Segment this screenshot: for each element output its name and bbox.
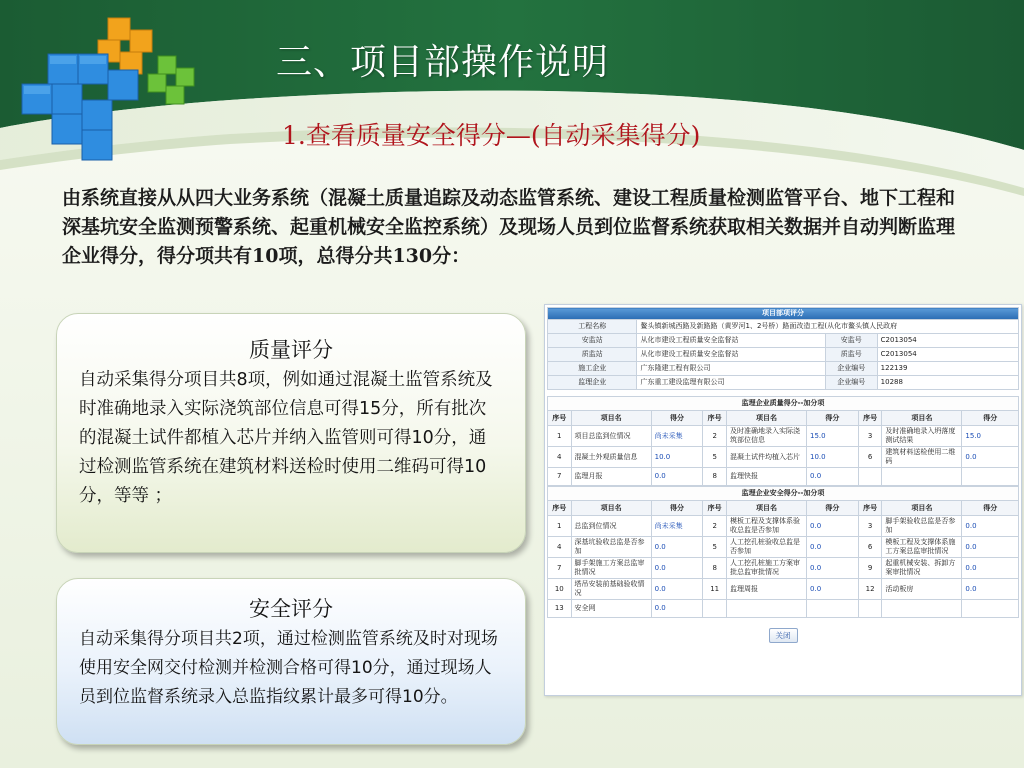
item-score: 尚未采集 bbox=[651, 426, 703, 447]
info-label: 施工企业 bbox=[548, 362, 637, 376]
safety-card-title: 安全评分 bbox=[249, 597, 333, 621]
column-header: 得分 bbox=[651, 411, 703, 426]
column-header: 得分 bbox=[962, 501, 1019, 516]
column-header: 项目名 bbox=[882, 411, 962, 426]
item-name: 安全网 bbox=[571, 600, 651, 618]
info-label: 工程名称 bbox=[548, 320, 637, 334]
item-score: 0.0 bbox=[962, 579, 1019, 600]
safety-section-title: 监理企业安全得分--加分项 bbox=[548, 487, 1019, 501]
row-number bbox=[703, 600, 727, 618]
item-name: 监理周报 bbox=[726, 579, 806, 600]
item-name: 及时准确地录入实际浇筑部位信息 bbox=[726, 426, 806, 447]
row-number: 5 bbox=[703, 537, 727, 558]
column-header: 项目名 bbox=[726, 501, 806, 516]
column-header: 序号 bbox=[858, 411, 882, 426]
row-number bbox=[858, 600, 882, 618]
item-name: 模板工程及支撑体系验收总监是否参加 bbox=[726, 516, 806, 537]
close-button[interactable]: 关闭 bbox=[769, 628, 798, 643]
puzzle-blocks-icon bbox=[8, 8, 218, 168]
column-header: 得分 bbox=[651, 501, 703, 516]
quality-score-card bbox=[56, 313, 526, 553]
quality-score-table bbox=[547, 396, 1019, 486]
row-number: 11 bbox=[703, 579, 727, 600]
safety-score-table bbox=[547, 486, 1019, 618]
safety-card-body: 自动采集得分项目共2项，通过检测监管系统及时对现场使用安全网交付检测并检测合格可得10分，通过现场人员到位监督系统录入总监指纹累计最多可得10分。 bbox=[79, 629, 498, 707]
item-score: 15.0 bbox=[807, 426, 859, 447]
item-name: 模板工程及支撑体系施工方案总监审批情况 bbox=[882, 537, 962, 558]
item-score: 0.0 bbox=[651, 537, 703, 558]
info-value: 广东重工建设监理有限公司 bbox=[637, 376, 825, 390]
item-name bbox=[882, 468, 962, 486]
item-name: 混凝土试件均植入芯片 bbox=[726, 447, 806, 468]
row-number: 10 bbox=[548, 579, 572, 600]
column-header: 项目名 bbox=[726, 411, 806, 426]
item-name bbox=[882, 600, 962, 618]
item-score: 0.0 bbox=[962, 558, 1019, 579]
row-number: 8 bbox=[703, 558, 727, 579]
info-label: 安监站 bbox=[548, 334, 637, 348]
item-name: 人工挖孔桩施工方案审批总监审批情况 bbox=[726, 558, 806, 579]
info-value: 122139 bbox=[877, 362, 1018, 376]
info-label: 质监站 bbox=[548, 348, 637, 362]
item-name: 塔吊安装前基础验收情况 bbox=[571, 579, 651, 600]
row-number: 12 bbox=[858, 579, 882, 600]
item-score bbox=[962, 468, 1019, 486]
table-row bbox=[548, 600, 1019, 618]
info-label: 安监号 bbox=[825, 334, 877, 348]
item-score: 15.0 bbox=[962, 426, 1019, 447]
item-name: 活动板房 bbox=[882, 579, 962, 600]
item-name: 及时准确地录入坍落度测试结果 bbox=[882, 426, 962, 447]
item-score bbox=[807, 600, 859, 618]
item-name: 深基坑验收总监是否参加 bbox=[571, 537, 651, 558]
quality-section-title: 监理企业质量得分--加分项 bbox=[548, 397, 1019, 411]
info-label: 监理企业 bbox=[548, 376, 637, 390]
row-number: 4 bbox=[548, 537, 572, 558]
quality-card-title: 质量评分 bbox=[249, 338, 333, 362]
column-header: 得分 bbox=[962, 411, 1019, 426]
row-number: 5 bbox=[703, 447, 727, 468]
item-score: 尚未采集 bbox=[651, 516, 703, 537]
column-header: 序号 bbox=[703, 411, 727, 426]
row-number: 7 bbox=[548, 468, 572, 486]
column-header: 得分 bbox=[807, 501, 859, 516]
info-label: 企业编号 bbox=[825, 376, 877, 390]
item-score: 0.0 bbox=[651, 558, 703, 579]
item-score: 0.0 bbox=[651, 600, 703, 618]
item-name: 建筑材料送检使用二维码 bbox=[882, 447, 962, 468]
row-number: 3 bbox=[858, 426, 882, 447]
panel-header: 项目部项评分 bbox=[548, 308, 1019, 320]
item-name: 混凝土外观质量信息 bbox=[571, 447, 651, 468]
column-header: 项目名 bbox=[571, 411, 651, 426]
item-name bbox=[726, 600, 806, 618]
safety-score-card bbox=[56, 578, 526, 745]
row-number: 8 bbox=[703, 468, 727, 486]
column-header: 序号 bbox=[548, 501, 572, 516]
table-row bbox=[548, 516, 1019, 537]
item-score: 0.0 bbox=[651, 468, 703, 486]
page-subtitle: 1.查看质量安全得分—(自动采集得分) bbox=[282, 121, 701, 150]
row-number: 13 bbox=[548, 600, 572, 618]
row-number: 2 bbox=[703, 516, 727, 537]
score-system-screenshot bbox=[544, 304, 1022, 696]
item-name: 脚手架验收总监是否参加 bbox=[882, 516, 962, 537]
table-row bbox=[548, 426, 1019, 447]
info-label: 质监号 bbox=[825, 348, 877, 362]
item-score: 10.0 bbox=[807, 447, 859, 468]
item-name: 总监到位情况 bbox=[571, 516, 651, 537]
column-header: 项目名 bbox=[882, 501, 962, 516]
table-row bbox=[548, 579, 1019, 600]
column-header: 项目名 bbox=[571, 501, 651, 516]
column-header: 得分 bbox=[807, 411, 859, 426]
row-number: 6 bbox=[858, 537, 882, 558]
info-value: 鳌头镇新城西路及新路路（黄罗河1、2号桥）路面改造工程(从化市鳌头镇人民政府 bbox=[637, 320, 1019, 334]
info-value: 10288 bbox=[877, 376, 1018, 390]
row-number: 3 bbox=[858, 516, 882, 537]
page-title: 三、项目部操作说明 bbox=[276, 42, 610, 83]
table-row bbox=[548, 537, 1019, 558]
item-score bbox=[962, 600, 1019, 618]
item-score: 0.0 bbox=[962, 516, 1019, 537]
column-header: 序号 bbox=[703, 501, 727, 516]
row-number: 4 bbox=[548, 447, 572, 468]
table-row bbox=[548, 558, 1019, 579]
item-score: 10.0 bbox=[651, 447, 703, 468]
item-name: 监理快报 bbox=[726, 468, 806, 486]
column-header: 序号 bbox=[548, 411, 572, 426]
row-number bbox=[858, 468, 882, 486]
info-value: C2013054 bbox=[877, 334, 1018, 348]
quality-card-body: 自动采集得分项目共8项，例如通过混凝土监管系统及时准确地录入实际浇筑部位信息可得15分，所有批次的混凝土试件都植入芯片并纳入监管则可得10分，通过检测监管系统在建筑材料送检时使用二维码可得10分，等等 ； bbox=[79, 370, 493, 506]
table-row bbox=[548, 447, 1019, 468]
row-number: 2 bbox=[703, 426, 727, 447]
column-header: 序号 bbox=[858, 501, 882, 516]
item-name: 监理月报 bbox=[571, 468, 651, 486]
row-number: 9 bbox=[858, 558, 882, 579]
item-score: 0.0 bbox=[807, 516, 859, 537]
item-score: 0.0 bbox=[807, 558, 859, 579]
info-value: 广东隆建工程有限公司 bbox=[637, 362, 825, 376]
item-name: 起重机械安装、拆卸方案审批情况 bbox=[882, 558, 962, 579]
info-value: C2013054 bbox=[877, 348, 1018, 362]
row-number: 1 bbox=[548, 426, 572, 447]
row-number: 6 bbox=[858, 447, 882, 468]
item-score: 0.0 bbox=[807, 468, 859, 486]
item-score: 0.0 bbox=[962, 447, 1019, 468]
info-value: 从化市建设工程质量安全监督站 bbox=[637, 348, 825, 362]
item-name: 脚手架施工方案总监审批情况 bbox=[571, 558, 651, 579]
item-score: 0.0 bbox=[807, 579, 859, 600]
item-name: 项目总监到位情况 bbox=[571, 426, 651, 447]
item-score: 0.0 bbox=[651, 579, 703, 600]
table-row bbox=[548, 468, 1019, 486]
intro-paragraph: 由系统直接从从四大业务系统（混凝土质量追踪及动态监管系统、建设工程质量检测监管平台、地下工程和深基坑安全监测预警系统、起重机械安全监控系统）及现场人员到位监督系统获取相关数据并自动判断监理企业得分，得分项共有10项，总得分共130分： bbox=[62, 187, 956, 267]
row-number: 1 bbox=[548, 516, 572, 537]
row-number: 7 bbox=[548, 558, 572, 579]
item-name: 人工挖孔桩验收总监是否参加 bbox=[726, 537, 806, 558]
info-label: 企业编号 bbox=[825, 362, 877, 376]
item-score: 0.0 bbox=[807, 537, 859, 558]
project-info-table bbox=[547, 307, 1019, 390]
info-value: 从化市建设工程质量安全监督站 bbox=[637, 334, 825, 348]
item-score: 0.0 bbox=[962, 537, 1019, 558]
